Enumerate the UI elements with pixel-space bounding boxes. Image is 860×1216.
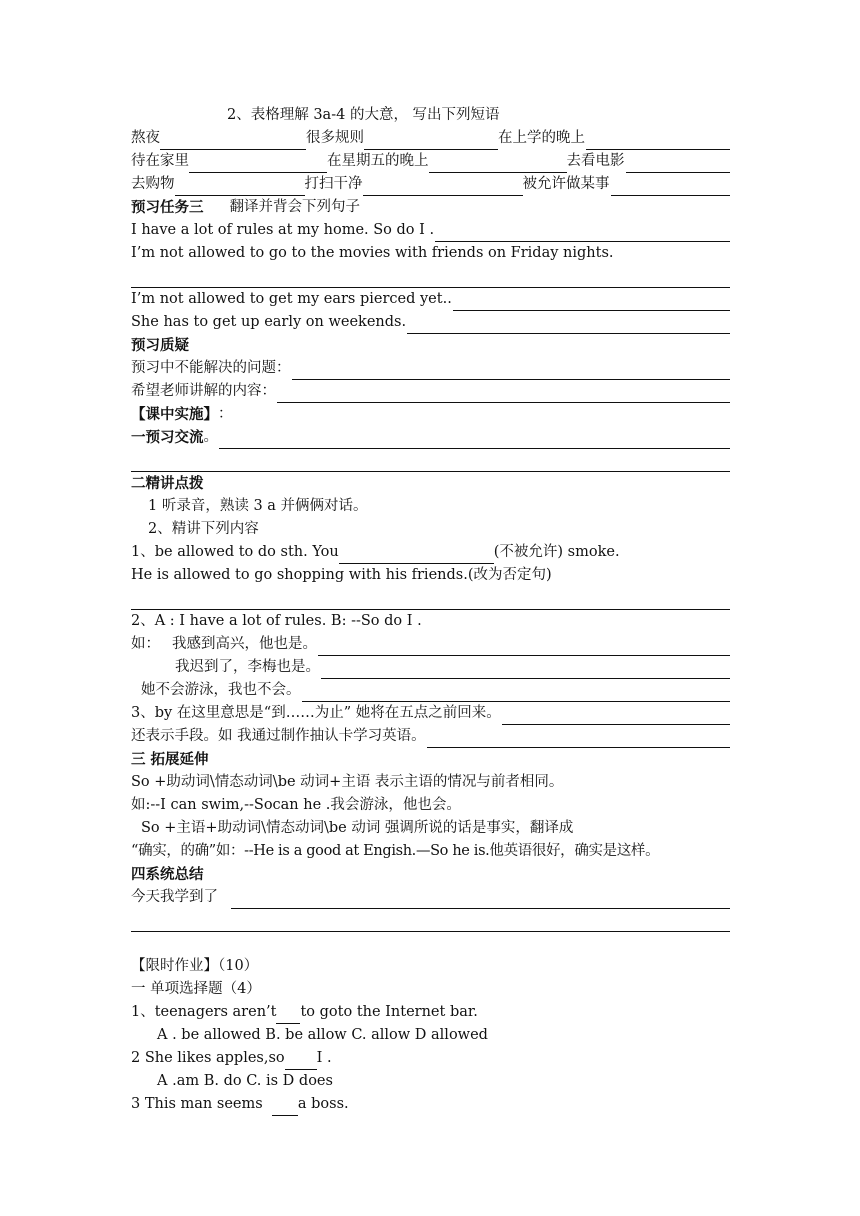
section3-title: 三 拓展延伸: [131, 751, 209, 768]
section3-text: So +助动词\情态动词\be 动词+主语 表示主语的情况与前者相同。: [131, 774, 564, 790]
point-1-sentence: [131, 564, 730, 587]
homework-q1: [131, 1001, 730, 1024]
question-label: 预习中不能解决的问题：: [131, 360, 291, 376]
section3-text: “确实，的确”如：--He is a good at Engish.—So he is.他英语很好，确实是这样。: [131, 843, 660, 859]
learned-label: 今天我学到了: [131, 889, 218, 905]
example-text: 她不会游泳，我也不会。: [141, 682, 301, 698]
answer-blank[interactable]: [502, 707, 730, 725]
inclass-heading: [131, 403, 730, 426]
questions-title: 预习质疑: [131, 337, 189, 354]
section2-item-text: 2、精讲下列内容: [148, 521, 259, 537]
answer-blank[interactable]: [276, 1006, 300, 1024]
question-label: 希望老师讲解的内容：: [131, 383, 276, 399]
task3-heading: [131, 196, 730, 219]
answer-blank[interactable]: [272, 1098, 298, 1116]
homework-heading: [131, 955, 730, 978]
point-text: (不被允许) smoke.: [493, 544, 620, 560]
answer-blank[interactable]: [453, 293, 730, 311]
answer-line[interactable]: [131, 449, 730, 472]
question-text: to goto the Internet bar.: [300, 1004, 478, 1020]
phrase-label: 很多规则: [306, 130, 364, 146]
section3-line-2: [131, 794, 730, 817]
sentence-4: [131, 311, 730, 334]
sentence-2: [131, 242, 730, 265]
point-text: 3、by 在这里意思是“到……为止” 她将在五点之前回来。: [131, 705, 501, 721]
exchange-title: 一预习交流: [131, 429, 204, 446]
options-text: A .am B. do C. is D does: [157, 1073, 333, 1089]
homework-q2: [131, 1047, 730, 1070]
task2-title: [131, 104, 730, 127]
section3-text: So +主语+助动词\情态动词\be 动词 强调所说的话是事实，翻译成: [141, 820, 574, 836]
phrase-row-1: [131, 127, 730, 150]
task2-title-text: 2、表格理解 3a-4 的大意， 写出下列短语: [227, 107, 500, 123]
answer-blank[interactable]: [231, 891, 730, 909]
exchange-line: [131, 426, 730, 449]
homework-part-1: [131, 978, 730, 1001]
homework-q2-options: [131, 1070, 730, 1093]
inclass-title: 【课中实施】: [131, 406, 218, 423]
question-text: 2 She likes apples,so: [131, 1050, 285, 1066]
point-2-example-2: [131, 656, 730, 679]
answer-line[interactable]: [131, 587, 730, 610]
point-3: [131, 702, 730, 725]
answer-blank[interactable]: [407, 316, 730, 334]
sentence-text: I’m not allowed to get my ears pierced yet..: [131, 291, 452, 307]
sentence-3: [131, 288, 730, 311]
learned-line: [131, 886, 730, 909]
phrase-label: 待在家里: [131, 153, 189, 169]
answer-blank[interactable]: [302, 684, 731, 702]
section4-title: 四系统总结: [131, 866, 204, 883]
answer-blank[interactable]: [189, 155, 327, 173]
section2-item-text: 1 听录音，熟读 3 a 并俩俩对话。: [148, 498, 368, 514]
task3-title: 预习任务三: [131, 199, 204, 216]
phrase-row-3: [131, 173, 730, 196]
answer-blank[interactable]: [321, 661, 730, 679]
answer-blank[interactable]: [339, 546, 494, 564]
sentence-1: [131, 219, 730, 242]
task3-instruction: 翻译并背会下列句子: [229, 199, 360, 215]
section4-heading: [131, 863, 730, 886]
point-2-example-3: [131, 679, 730, 702]
answer-blank[interactable]: [363, 178, 523, 196]
answer-blank[interactable]: [318, 638, 730, 656]
answer-blank[interactable]: [429, 155, 567, 173]
question-1: [131, 357, 730, 380]
phrase-row-2: [131, 150, 730, 173]
point-text: 2、A : I have a lot of rules. B: --So do I .: [131, 613, 422, 629]
point-text: He is allowed to go shopping with his friends.(改为否定句): [131, 567, 552, 583]
point-2: [131, 610, 730, 633]
phrase-label: 熬夜: [131, 130, 160, 146]
question-text: a boss.: [297, 1096, 349, 1112]
section3-heading: [131, 748, 730, 771]
sentence-text: She has to get up early on weekends.: [131, 314, 407, 330]
phrase-label: 被允许做某事: [522, 176, 610, 192]
section3-line-3: [131, 817, 730, 840]
section2-item-1: [131, 495, 730, 518]
answer-blank[interactable]: [285, 1052, 317, 1070]
phrase-label: 在上学的晚上: [498, 130, 585, 146]
example-text: 我感到高兴，他也是。: [172, 636, 317, 652]
answer-blank[interactable]: [626, 155, 731, 173]
question-text: I .: [316, 1050, 332, 1066]
phrase-label: 去购物: [131, 176, 175, 192]
point-3b: [131, 725, 730, 748]
section2-item-2: [131, 518, 730, 541]
section2-heading: [131, 472, 730, 495]
sentence-text: I have a lot of rules at my home. So do I .: [131, 222, 435, 238]
point-text: 还表示手段。如 我通过制作抽认卡学习英语。: [131, 728, 426, 744]
phrase-label: 打扫干净: [304, 176, 363, 192]
options-text: A . be allowed B. be allow C. allow D allowed: [157, 1027, 488, 1043]
homework-part-title: 一 单项选择题（4）: [131, 981, 261, 997]
exchange-punct: 。: [203, 429, 218, 445]
point-text: 1、be allowed to do sth. You: [131, 544, 339, 560]
answer-blank[interactable]: [427, 730, 730, 748]
answer-blank[interactable]: [435, 224, 730, 242]
question-text: 1、teenagers aren’t: [131, 1004, 277, 1020]
example-text: 我迟到了，李梅也是。: [175, 659, 320, 675]
section3-text: 如:--I can swim,--Socan he .我会游泳，他也会。: [131, 797, 461, 813]
sentence-text: I’m not allowed to go to the movies with friends on Friday nights.: [131, 245, 614, 261]
homework-q1-options: [131, 1024, 730, 1047]
worksheet: [131, 104, 730, 1116]
phrase-label: 去看电影: [566, 153, 625, 169]
homework-title: 【限时作业】（10）: [131, 958, 259, 974]
answer-blank[interactable]: [292, 362, 731, 380]
answer-blank[interactable]: [611, 178, 731, 196]
question-text: 3 This man seems: [131, 1096, 272, 1112]
answer-blank[interactable]: [277, 385, 730, 403]
phrase-label: 在星期五的晚上: [327, 153, 429, 169]
answer-blank[interactable]: [586, 132, 730, 150]
answer-blank[interactable]: [219, 431, 730, 449]
point-2-example-1: [131, 633, 730, 656]
question-2: [131, 380, 730, 403]
inclass-colon: ：: [218, 406, 233, 422]
answer-line[interactable]: [131, 265, 730, 288]
answer-blank[interactable]: [175, 178, 305, 196]
section3-line-1: [131, 771, 730, 794]
point-1: [131, 541, 730, 564]
answer-blank[interactable]: [364, 132, 498, 150]
homework-q3: [131, 1093, 730, 1116]
example-prefix: 如：: [131, 636, 160, 652]
answer-blank[interactable]: [160, 132, 306, 150]
questions-heading: [131, 334, 730, 357]
section3-line-4: [131, 840, 730, 863]
answer-line[interactable]: [131, 909, 730, 932]
section2-title: 二精讲点拨: [131, 475, 204, 492]
